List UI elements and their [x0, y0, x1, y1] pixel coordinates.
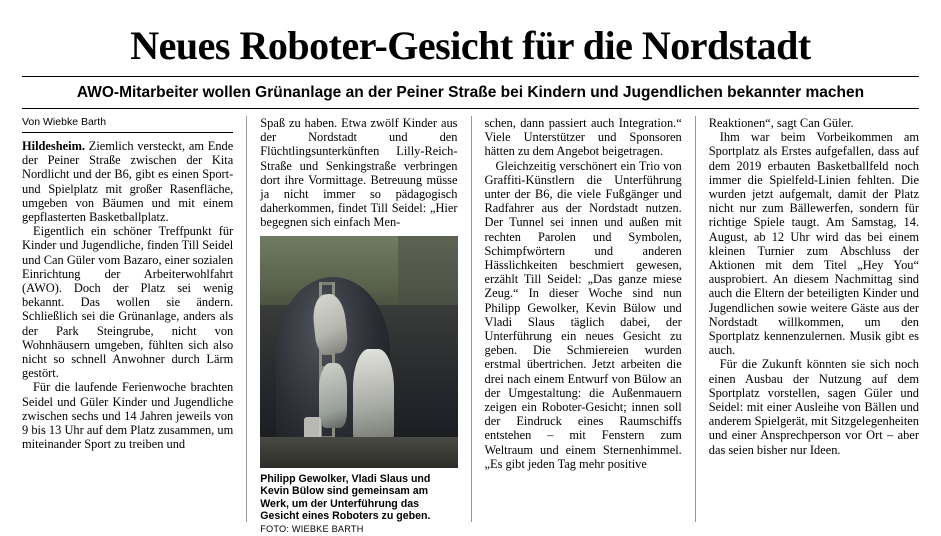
- paragraph: schen, dann passiert auch Integration.“ Viele Unterstützer und Sponsoren hätten zu dem Angebot beigetragen.: [484, 116, 682, 159]
- paragraph: Reaktionen“, sagt Can Güler.: [708, 116, 854, 130]
- article-photo: [260, 236, 457, 468]
- photo-credit: FOTO: WIEBKE BARTH: [260, 524, 364, 534]
- subheadline: AWO-Mitarbeiter wollen Grünanlage an der Peiner Straße bei Kindern und Jugendlichen bekannter machen: [76, 84, 865, 101]
- article-column-1: [22, 116, 246, 522]
- dateline: Hildesheim.: [22, 139, 85, 153]
- byline: Von Wiebke Barth: [22, 116, 107, 128]
- page-title: Neues Roboter-Gesicht für die Nordstadt: [130, 23, 811, 68]
- article-columns: [22, 116, 919, 534]
- paragraph: Für die laufende Ferienwoche brachten Seidel und Güler Kinder und Jugendliche zwischen sechs und 14 Jahren jeweils von 9 bis 13 Uhr auf dem Platz zusammen, um miteinander Sport zu treiben und: [22, 380, 234, 452]
- paragraph: Eigentlich ein schöner Treffpunkt für Kinder und Jugendliche, finden Till Seidel und Can Güler vom Bazaro, einer sozialen Einrichtung der Arbeiterwohlfahrt (AWO). Doch der Platz sei wenig bekannt. Das wollen sie ändern. Schließlich sei die Grünanlage, anders als der Park Steingrube, nicht von Wohnhäusern umgeben, fühlten sich also nicht so schnell Anwohner durch Lärm gestört.: [22, 224, 234, 381]
- paragraph-text: Ziemlich versteckt, am Ende der Peiner Straße zwischen der Kita Nordlicht und der B6, gibt es einen Sport- und Spielplatz mit großer Rasenfläche, umgeben von Bäumen und mit einem gepflasterten Basketballplatz.: [22, 139, 234, 225]
- byline-divider: [22, 132, 233, 133]
- photo-caption-text: Philipp Gewolker, Vladi Slaus und Kevin Bülow sind gemeinsam am Werk, um der Unterführung das Gesicht eines Roboters zu geben.: [260, 472, 431, 523]
- subheadline-divider: [22, 108, 919, 109]
- paragraph: Gleichzeitig verschönert ein Trio von Graffiti-Künstlern die Unterführung unter der B6, die viele Fußgänger und Radfahrer aus der Nordstadt nutzen. Der Tunnel sei innen und außen mit rechten Parolen und Symbolen, Schimpfwörtern und anderen Hässlichkeiten beschmiert gewesen, erzählt Till Seidel: „Das ganze miese Zeug.“ In dieser Woche sind nun Philipp Gewolker, Kevin Bülow und Vladi Slaus täglich dabei, der Unterführung ein neues Gesicht zu geben. Die Schmiereien wurden erstmal übertrichen. Jetzt arbeiten die drei nach einem Entwurf von Bülow an der Umgestaltung: die Außenmauern zeigen ein Roboter-Gesicht; innen soll der Eindruck eines Raumschiffs entstehen – mit Fenstern zum Weltraum und einem Sternenhimmel. „Es gibt jeden Tag mehr positive: [484, 158, 682, 471]
- headline-divider: [22, 76, 919, 77]
- paragraph: Für die Zukunft könnten sie sich noch einen Ausbau der Nutzung auf dem Sportplatz vorstellen, sagen Güler und Seidel: mit einer Ausleihe von Bällen und anderem Spielgerät, mit Sitzgelegenheiten und einer Ansprechperson vor Ort – aber das seien bisher nur Ideen.: [708, 357, 919, 457]
- paragraph: Ihm war beim Vorbeikommen am Sportplatz als Erstes aufgefallen, dass auf dem 2019 erbauten Basketballfeld noch immer die Spielfeld-Linien fehlten. Die wurden jetzt aufgemalt, damit der Platz nicht nur zum Bällewerfen, sondern für richtige Spiele taugt. Am Samstag, 14. August, ab 12 Uhr wird das bei einem kleinen Turnier zum Abschluss der Aktionen mit dem Titel „Hey You“ ausprobiert. An diesem Nachmittag sind auch die Eltern der beteiligten Kinder und Jugendlichen sowie weitere Gäste aus der Nordstadt willkommen, um den Sportplatz kennenzulernen. Musik gibt es auch.: [708, 130, 919, 358]
- article-column-4: [695, 116, 919, 522]
- article-column-3: [471, 116, 695, 522]
- photo-caption: [260, 473, 457, 536]
- paragraph: [22, 139, 233, 224]
- article-column-2: [246, 116, 470, 534]
- paragraph: Spaß zu haben. Etwa zwölf Kinder aus der Nordstadt und den Flüchtlingsunterkünften Lilly-Reich-Straße und Senkingstraße verbringen dort ihre Vormittage. Betreuung müsse ja nicht immer so pädagogisch daherkommen, findet Till Seidel: „Hier begegnen sich einfach Men-: [260, 116, 458, 230]
